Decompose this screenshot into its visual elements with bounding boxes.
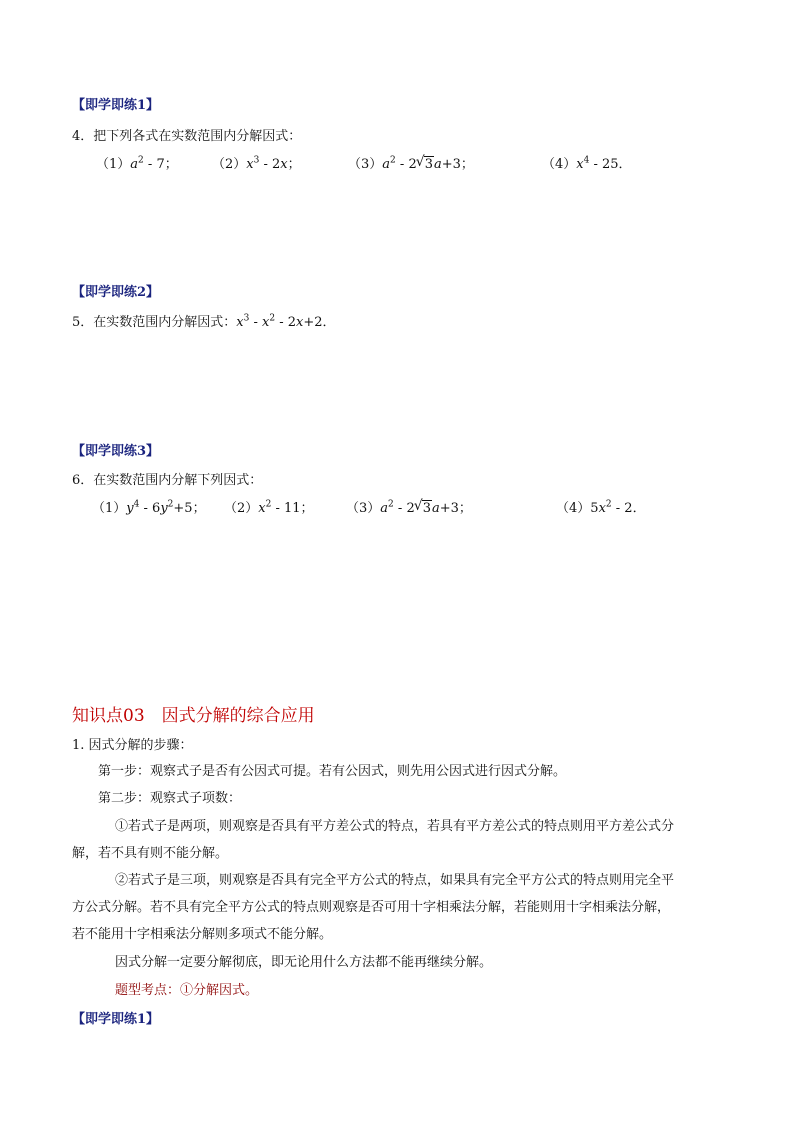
q6-item-3-number: （3）	[346, 501, 381, 516]
q4-item-2-number: （2）	[212, 157, 247, 172]
steps-intro: 1. 因式分解的步骤：	[72, 738, 193, 753]
practice-label-1: 【即学即练1】	[72, 98, 160, 113]
question-type-text: 题型考点：①分解因式。	[115, 983, 259, 998]
q4-item-3-number: （3）	[348, 157, 383, 172]
question-4-stem: 4．把下列各式在实数范围内分解因式：	[72, 129, 302, 144]
q4-item-4: $(4)x^4 - 25$．	[542, 155, 632, 172]
q4-item-1-number: （1）	[96, 157, 131, 172]
q6-item-2-number: （2）	[224, 501, 259, 516]
q4-item-4-number: （4）	[542, 157, 577, 172]
sqrt-symbol: √ 3	[417, 157, 434, 172]
case-2-line-3: 若不能用十字相乘法分解则多项式不能分解。	[72, 927, 333, 942]
q6-item-4: $(4)5x^2 - 2$．	[556, 499, 646, 516]
sqrt-symbol: √ 3	[415, 501, 432, 516]
step-1: 第一步：观察式子是否有公因式可提。若有公因式，则先用公因式进行因式分解。	[98, 764, 567, 779]
step-2: 第二步：观察式子项数：	[98, 791, 242, 806]
q6-item-2: $(2)x^2 - 11$；	[224, 499, 314, 516]
q6-item-1-number: （1）	[92, 501, 127, 516]
section-heading: 知识点03 因式分解的综合应用	[72, 706, 315, 726]
question-5-stem: 5．在实数范围内分解因式：	[72, 315, 237, 330]
practice-label-3: 【即学即练3】	[72, 444, 160, 459]
q4-item-2: $(2)x^3 - 2x$；	[212, 155, 301, 172]
note-text: 因式分解一定要分解彻底，即无论用什么方法都不能再继续分解。	[115, 955, 493, 970]
q6-item-3: $(3)a^2 - 2√$ 3a+3；	[346, 497, 472, 516]
case-2-line-1: ②若式子是三项，则观察是否具有完全平方公式的特点，如果具有完全平方公式的特点则用完全平	[115, 873, 675, 888]
case-1-line-1: ①若式子是两项，则观察是否具有平方差公式的特点，若具有平方差公式的特点则用平方差公式分	[115, 819, 675, 834]
case-1-line-2: 解，若不具有则不能分解。	[72, 846, 229, 861]
q4-item-3: $(3)a^2 - 2√$ 3a+3；	[348, 153, 474, 172]
case-2-line-2: 方公式分解。若不具有完全平方公式的特点则观察是否可用十字相乘法分解，若能则用十字相乘法分解，	[72, 900, 671, 915]
practice-label-2: 【即学即练2】	[72, 285, 160, 300]
practice-label-4: 【即学即练1】	[72, 1012, 160, 1027]
q4-item-1: $(1)a^2 - 7$；	[96, 155, 178, 172]
question-5: 5．在实数范围内分解因式：$x^3 - x^2 - 2x+2$．	[72, 313, 336, 330]
question-6-stem: 6．在实数范围内分解下列因式：	[72, 473, 263, 488]
q6-item-4-number: （4）	[556, 501, 591, 516]
q6-item-1: $(1)y^4 - 6y^2+5$；	[92, 499, 206, 516]
